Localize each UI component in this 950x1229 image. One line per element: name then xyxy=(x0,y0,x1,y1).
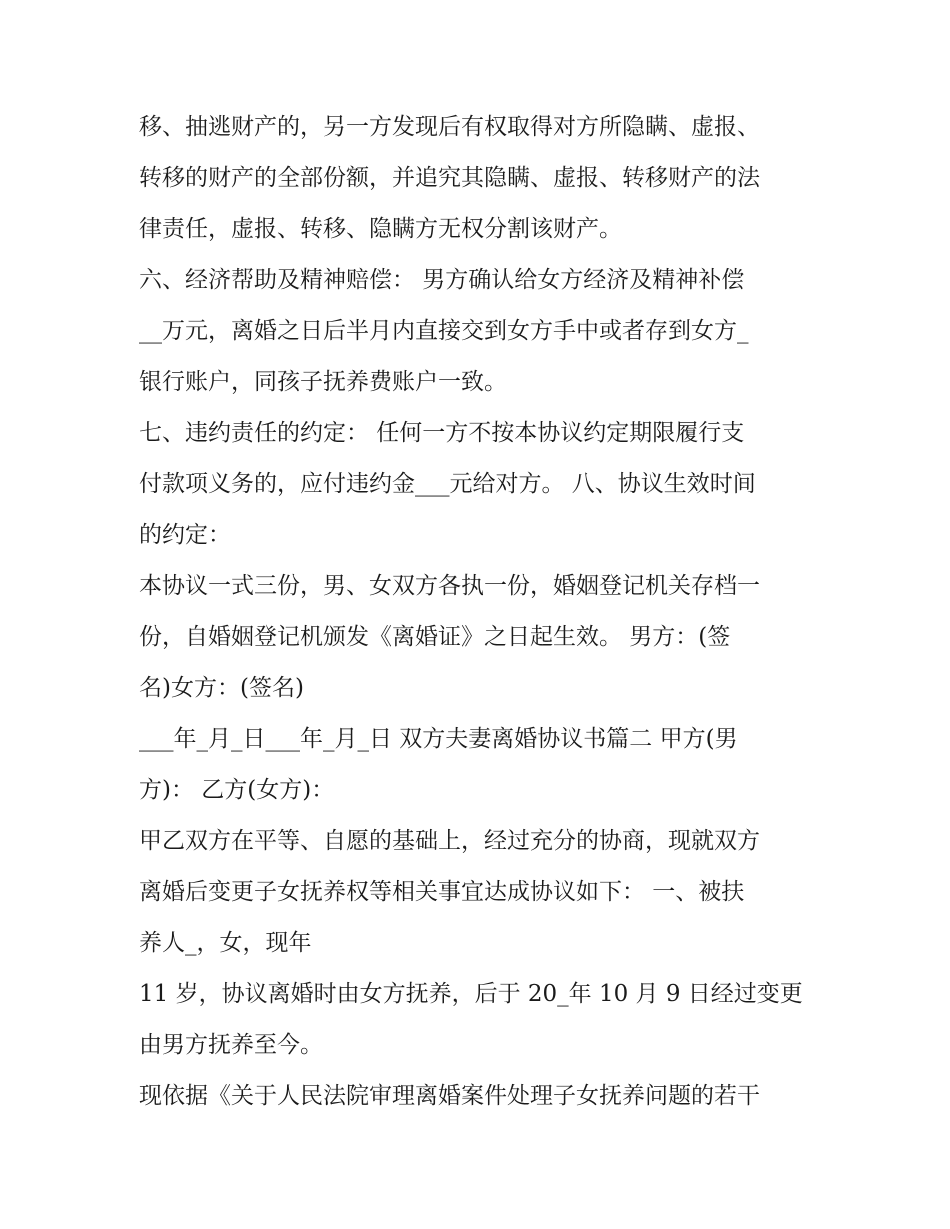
text-line: 付款项义务的，应付违约金___元给对方。 八、协议生效时间 xyxy=(139,471,756,497)
text-line: 11 岁，协议离婚时由女方抚养，后于 20_年 10 月 9 日经过变更 xyxy=(139,981,803,1007)
text-line: 离婚后变更子女抚养权等相关事宜达成协议如下： 一、被扶 xyxy=(139,879,745,905)
text-line: 本协议一式三份，男、女双方各执一份，婚姻登记机关存档一 xyxy=(139,573,760,599)
text-line: 律责任，虚报、转移、隐瞒方无权分割该财产。 xyxy=(139,216,622,242)
text-line: 份，自婚姻登记机颁发《离婚证》之日起生效。 男方：(签 xyxy=(139,624,731,650)
text-line: 七、违约责任的约定： 任何一方不按本协议约定期限履行支 xyxy=(139,420,745,446)
text-line: 养人_，女，现年 xyxy=(139,930,312,956)
text-line: 名)女方：(签名) xyxy=(139,675,304,701)
text-line: 的约定： xyxy=(139,522,231,548)
text-line: 移、抽逃财产的，另一方发现后有权取得对方所隐瞒、虚报、 xyxy=(139,114,760,140)
text-line: 方)： 乙方(女方)： xyxy=(139,777,335,803)
document-body xyxy=(139,102,819,1122)
text-line: 转移的财产的全部份额，并追究其隐瞒、虚报、转移财产的法 xyxy=(139,165,760,191)
text-line: 现依据《关于人民法院审理离婚案件处理子女抚养问题的若干 xyxy=(139,1083,760,1109)
text-line: __万元，离婚之日后半月内直接交到女方手中或者存到女方_ xyxy=(139,318,749,344)
text-line: ___年_月_日___年_月_日 双方夫妻离婚协议书篇二 甲方(男 xyxy=(139,726,738,752)
text-line: 六、经济帮助及精神赔偿： 男方确认给女方经济及精神补偿 xyxy=(139,267,745,293)
text-line: 由男方抚养至今。 xyxy=(139,1032,323,1058)
text-line: 银行账户，同孩子抚养费账户一致。 xyxy=(139,369,507,395)
text-line: 甲乙双方在平等、自愿的基础上，经过充分的协商，现就双方 xyxy=(139,828,760,854)
